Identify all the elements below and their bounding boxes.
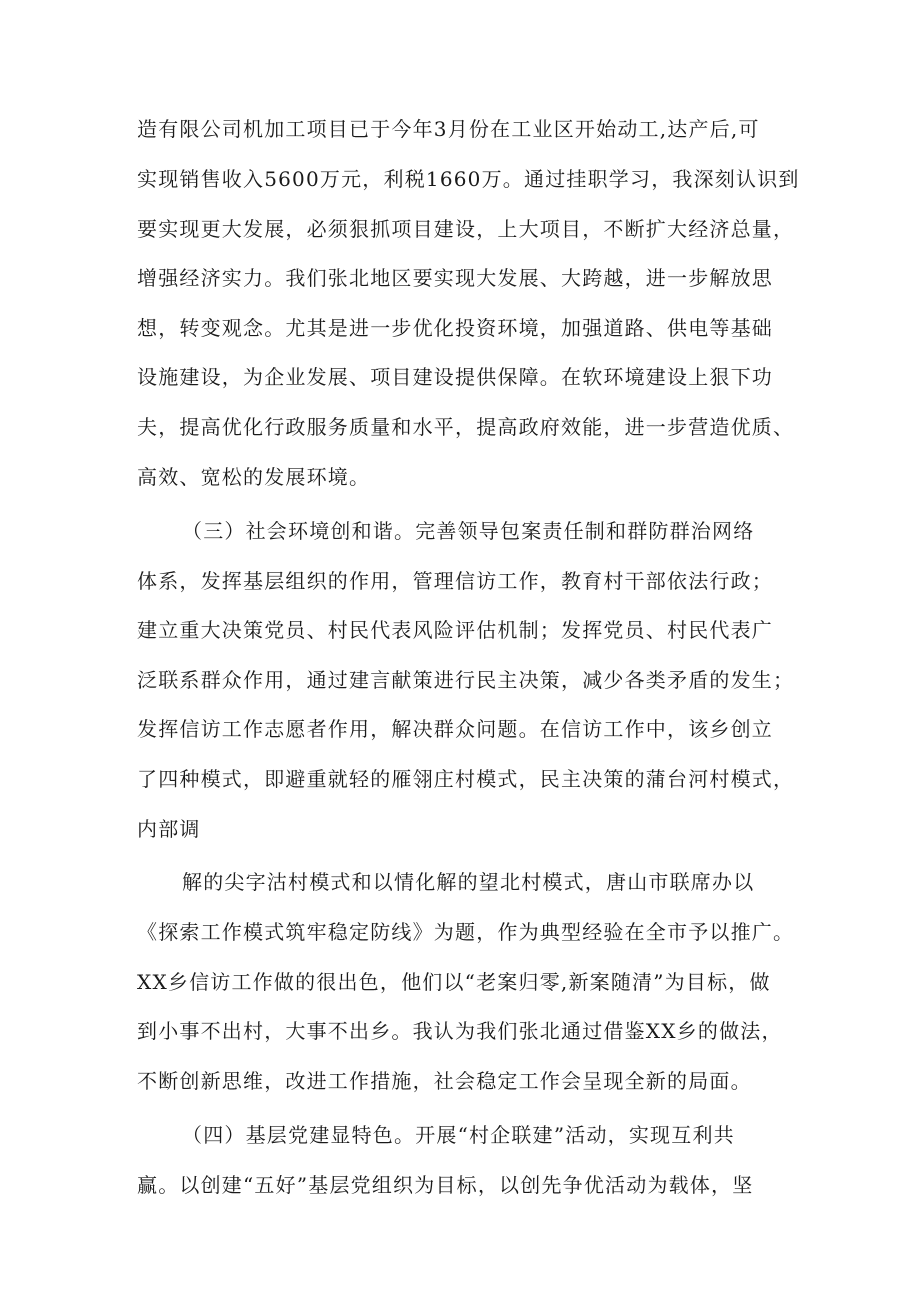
text-line: 内部调 bbox=[137, 817, 201, 841]
text-line: 要实现更大发展，必须狠抓项目建设，上大项目，不断扩大经济总量， bbox=[137, 217, 795, 241]
text-line: 高效、宽松的发展环境。 bbox=[137, 465, 371, 489]
text-line: 了四种模式，即避重就轻的雁翎庄村模式，民主决策的蒲台河村模式， bbox=[137, 767, 795, 791]
text-line: 泛联系群众作用，通过建言献策进行民主决策，减少各类矛盾的发生； bbox=[137, 668, 795, 692]
text-line: （四）基层党建显特色。开展“村企联建”活动，实现互利共 bbox=[182, 1123, 735, 1147]
text-line: 体系，发挥基层组织的作用，管理信访工作，教育村干部依法行政； bbox=[137, 569, 773, 593]
text-line: XX乡信访工作做的很出色，他们以“老案归零,新案随清”为目标，做 bbox=[137, 970, 771, 994]
text-line: 发挥信访工作志愿者作用，解决群众问题。在信访工作中，该乡创立 bbox=[137, 717, 773, 741]
text-line: 到小事不出村，大事不出乡。我认为我们张北通过借鉴XX乡的做法， bbox=[137, 1019, 783, 1043]
text-line: 增强经济实力。我们张北地区要实现大发展、大跨越，进一步解放思 bbox=[137, 266, 773, 290]
text-line: 夫，提高优化行政服务质量和水平，提高政府效能，进一步营造优质、 bbox=[137, 415, 795, 439]
text-line: 不断创新思维，改进工作措施，社会稳定工作会呈现全新的局面。 bbox=[137, 1069, 752, 1093]
text-line: 解的尖字沽村模式和以情化解的望北村模式，唐山市联席办以 bbox=[182, 870, 755, 894]
text-line: 实现销售收入5600万元，利税1660万。通过挂职学习，我深刻认识到 bbox=[137, 167, 800, 191]
text-line: 赢。以创建“五好”基层党组织为目标，以创先争优活动为载体，坚 bbox=[137, 1173, 754, 1197]
text-line: 《探索工作模式筑牢稳定防线》为题，作为典型经验在全市予以推广。 bbox=[137, 920, 795, 944]
text-line: 造有限公司机加工项目已于今年3月份在工业区开始动工,达产后,可 bbox=[137, 117, 760, 141]
text-line: 设施建设，为企业发展、项目建设提供保障。在软环境建设上狠下功 bbox=[137, 365, 773, 389]
text-line: 想，转变观念。尤其是进一步优化投资环境，加强道路、供电等基础 bbox=[137, 316, 773, 340]
text-line: 建立重大决策党员、村民代表风险评估机制；发挥党员、村民代表广 bbox=[137, 618, 773, 642]
text-line: （三）社会环境创和谐。完善领导包案责任制和群防群治网络 bbox=[182, 519, 755, 543]
